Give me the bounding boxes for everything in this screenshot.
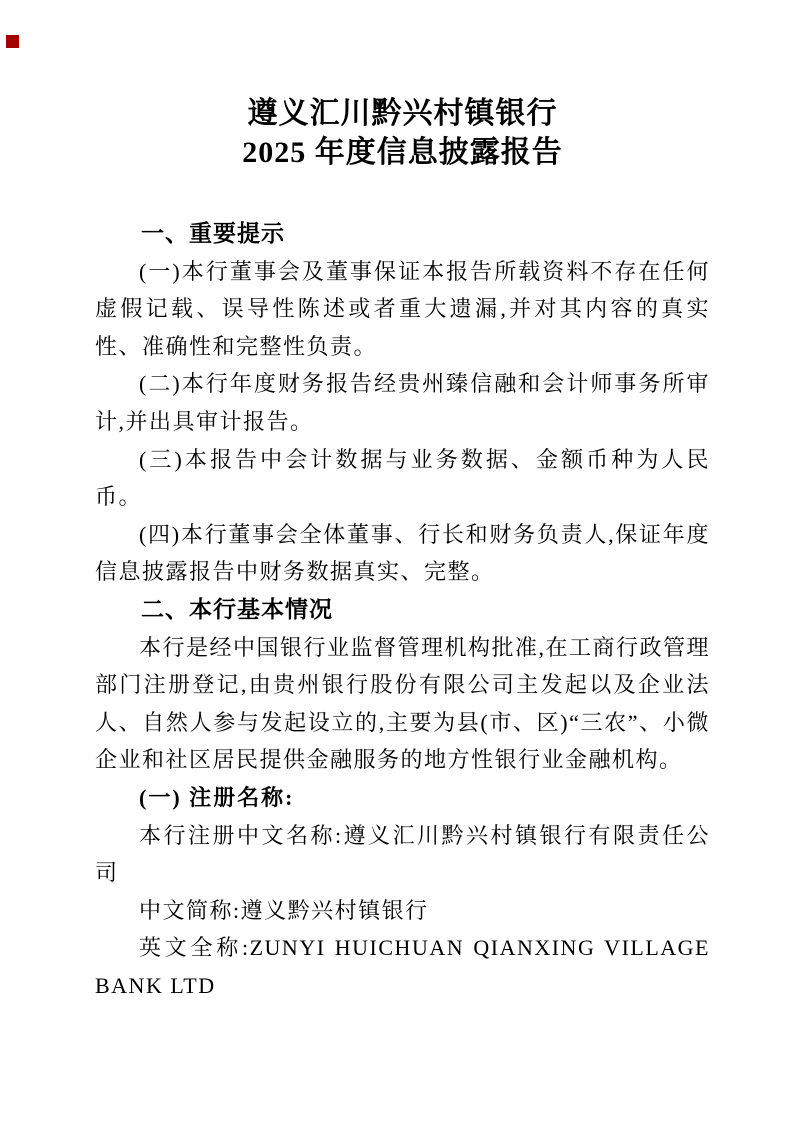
section-heading-bank-basic-info: 二、本行基本情况 bbox=[141, 595, 333, 622]
line-registered-chinese-name: 本行注册中文名称:遵义汇川黔兴村镇银行有限责任公司 bbox=[95, 822, 710, 886]
report-title-line1: 遵义汇川黔兴村镇银行 bbox=[247, 97, 558, 130]
paragraph-notice-2: (二)本行年度财务报告经贵州臻信融和会计师事务所审计,并出具审计报告。 bbox=[95, 371, 710, 434]
report-title bbox=[95, 0, 710, 172]
document-body bbox=[95, 215, 710, 1004]
report-title-line2: 2025 年度信息披露报告 bbox=[242, 136, 563, 169]
paragraph-notice-3: (三)本报告中会计数据与业务数据、金额币种为人民币。 bbox=[95, 446, 710, 510]
section-heading-important-notice: 一、重要提示 bbox=[141, 220, 285, 246]
page-content bbox=[95, 0, 710, 1004]
line-chinese-short-name: 中文简称:遵义黔兴村镇银行 bbox=[139, 897, 429, 923]
paragraph-bank-overview: 本行是经中国银行业监督管理机构批准,在工商行政管理部门注册登记,由贵州银行股份有限公司主发起以及企业法人、自然人参与发起设立的,主要为县(市、区)“三农”、小微企业和社区居民提供金融服务的地方性银行业金融机构。 bbox=[95, 634, 711, 773]
paragraph-notice-4: (四)本行董事会全体董事、行长和财务负责人,保证年度信息披露报告中财务数据真实、完整。 bbox=[95, 521, 710, 585]
line-english-full-name: 英文全称:ZUNYI HUICHUAN QIANXING VILLAGE BANK LTD bbox=[95, 935, 710, 998]
subsection-heading-registered-name: (一) 注册名称: bbox=[139, 784, 295, 810]
paragraph-notice-1: (一)本行董事会及董事保证本报告所载资料不存在任何虚假记载、误导性陈述或者重大遗漏,并对其内容的真实性、准确性和完整性负责。 bbox=[95, 258, 710, 359]
red-corner-marker bbox=[6, 35, 19, 48]
